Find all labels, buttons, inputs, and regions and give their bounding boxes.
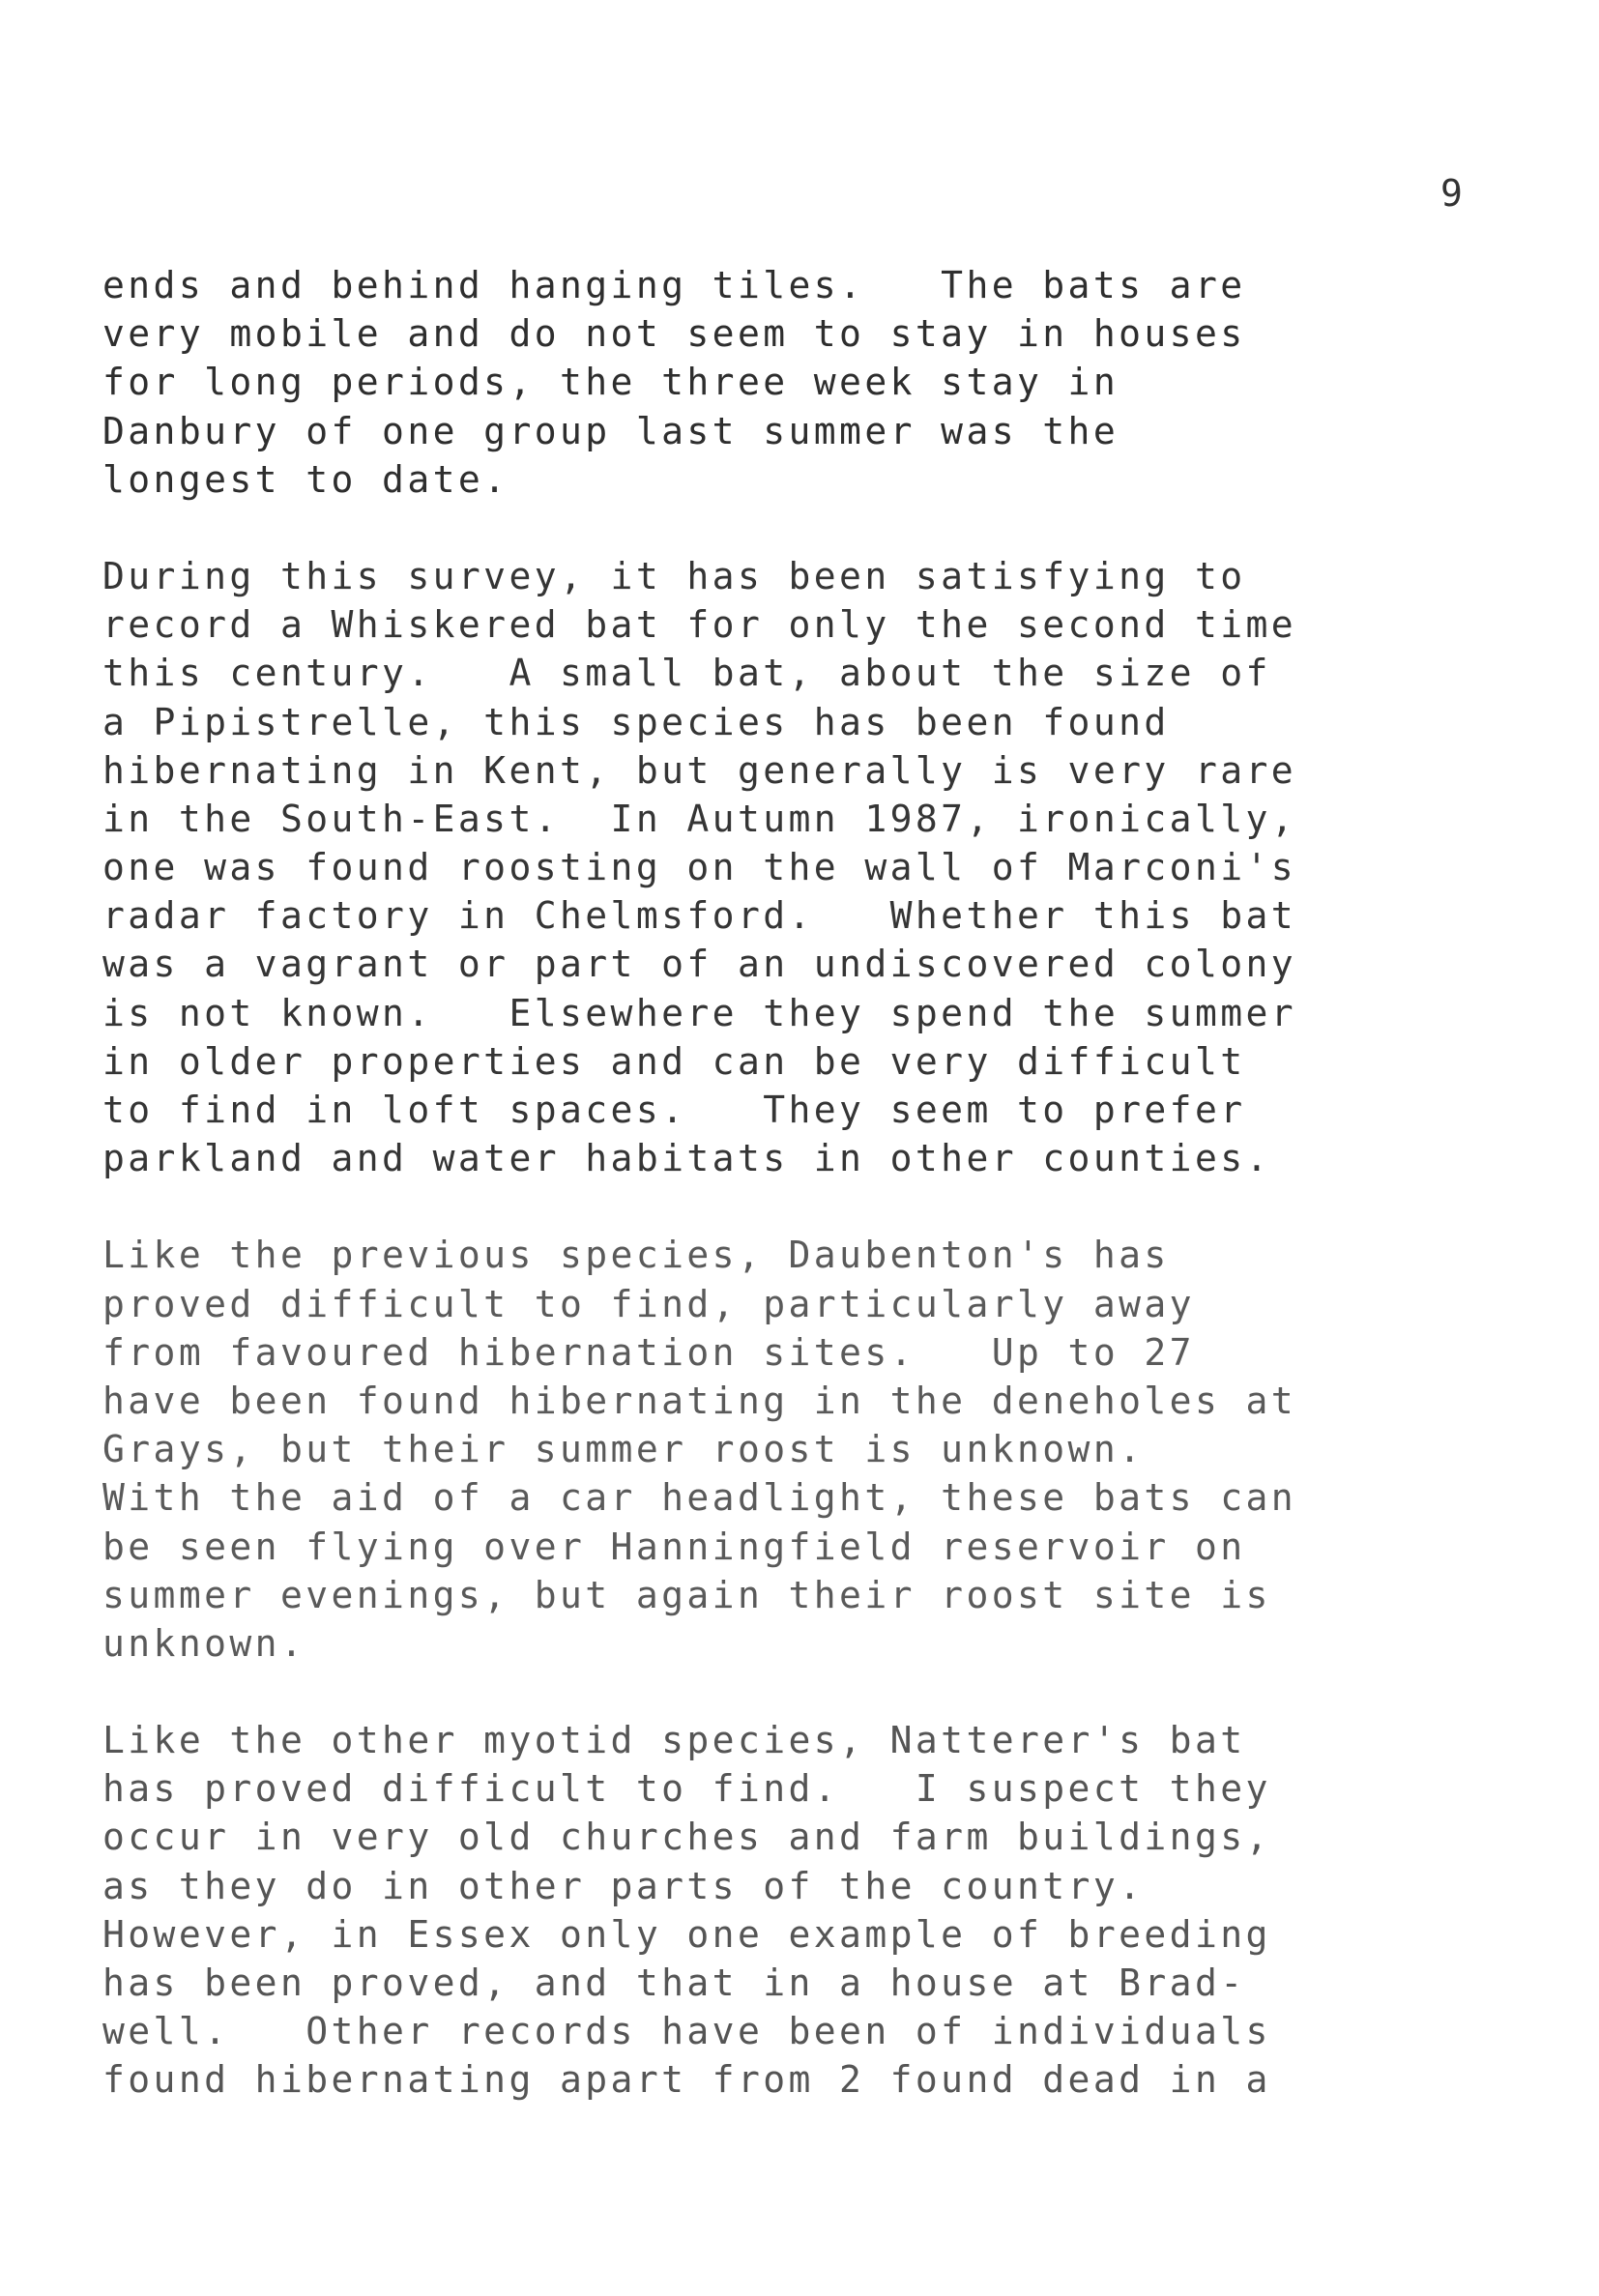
text-line: However, in Essex only one example of breeding [102,1912,1271,1956]
text-line: is not known. Elsewhere they spend the summer [102,991,1297,1034]
text-line: parkland and water habitats in other counties. [102,1137,1271,1180]
text-line: as they do in other parts of the country. [102,1864,1145,1907]
text-line: radar factory in Chelmsford. Whether this bat [102,894,1297,938]
text-line: a Pipistrelle, this species has been found [102,700,1170,743]
text-line: With the aid of a car headlight, these bats can [102,1476,1297,1520]
text-line: to find in loft spaces. They seem to prefer [102,1089,1246,1131]
text-line: proved difficult to find, particularly away [102,1282,1195,1325]
text-line: for long periods, the three week stay in [102,361,1119,404]
text-line: has proved difficult to find. I suspect they [102,1767,1271,1811]
paragraph-daubentons-bat [102,1231,1533,1668]
text-line: Danbury of one group last summer was the [102,409,1119,452]
text-line: be seen flying over Hanningfield reservoir on [102,1525,1246,1568]
text-line: very mobile and do not seem to stay in houses [102,312,1246,356]
text-line: have been found hibernating in the deneholes at [102,1379,1297,1422]
text-line: Like the previous species, Daubenton's has [102,1234,1170,1277]
text-line: occur in very old churches and farm buildings, [102,1816,1271,1859]
text-line: During this survey, it has been satisfying to [102,554,1246,597]
text-line: in the South-East. In Autumn 1987, ironically, [102,797,1297,840]
text-line: Grays, but their summer roost is unknown. [102,1428,1145,1471]
text-line: in older properties and can be very difficult [102,1039,1246,1083]
text-line: found hibernating apart from 2 found dead in a [102,2058,1271,2102]
paragraph-natterers-bat [102,1716,1533,2105]
text-line: Like the other myotid species, Natterer's bat [102,1719,1246,1762]
text-line: one was found roosting on the wall of Marconi's [102,846,1297,889]
body-text [102,261,1533,2153]
text-line: record a Whiskered bat for only the second time [102,603,1297,647]
text-line: longest to date. [102,457,509,501]
text-line: summer evenings, but again their roost site is [102,1573,1271,1616]
page-number: 9 [1440,172,1463,215]
text-line: this century. A small bat, about the size of [102,652,1271,695]
text-line: unknown. [102,1621,306,1665]
text-line: was a vagrant or part of an undiscovered colony [102,943,1297,986]
paragraph-house-bats [102,261,1533,504]
text-line: ends and behind hanging tiles. The bats are [102,264,1246,306]
paragraph-whiskered-bat [102,552,1533,1182]
text-line: from favoured hibernation sites. Up to 27 [102,1330,1195,1374]
text-line: well. Other records have been of individuals [102,2010,1271,2053]
text-line: has been proved, and that in a house at Brad- [102,1962,1246,2004]
text-line: hibernating in Kent, but generally is very rare [102,748,1297,792]
